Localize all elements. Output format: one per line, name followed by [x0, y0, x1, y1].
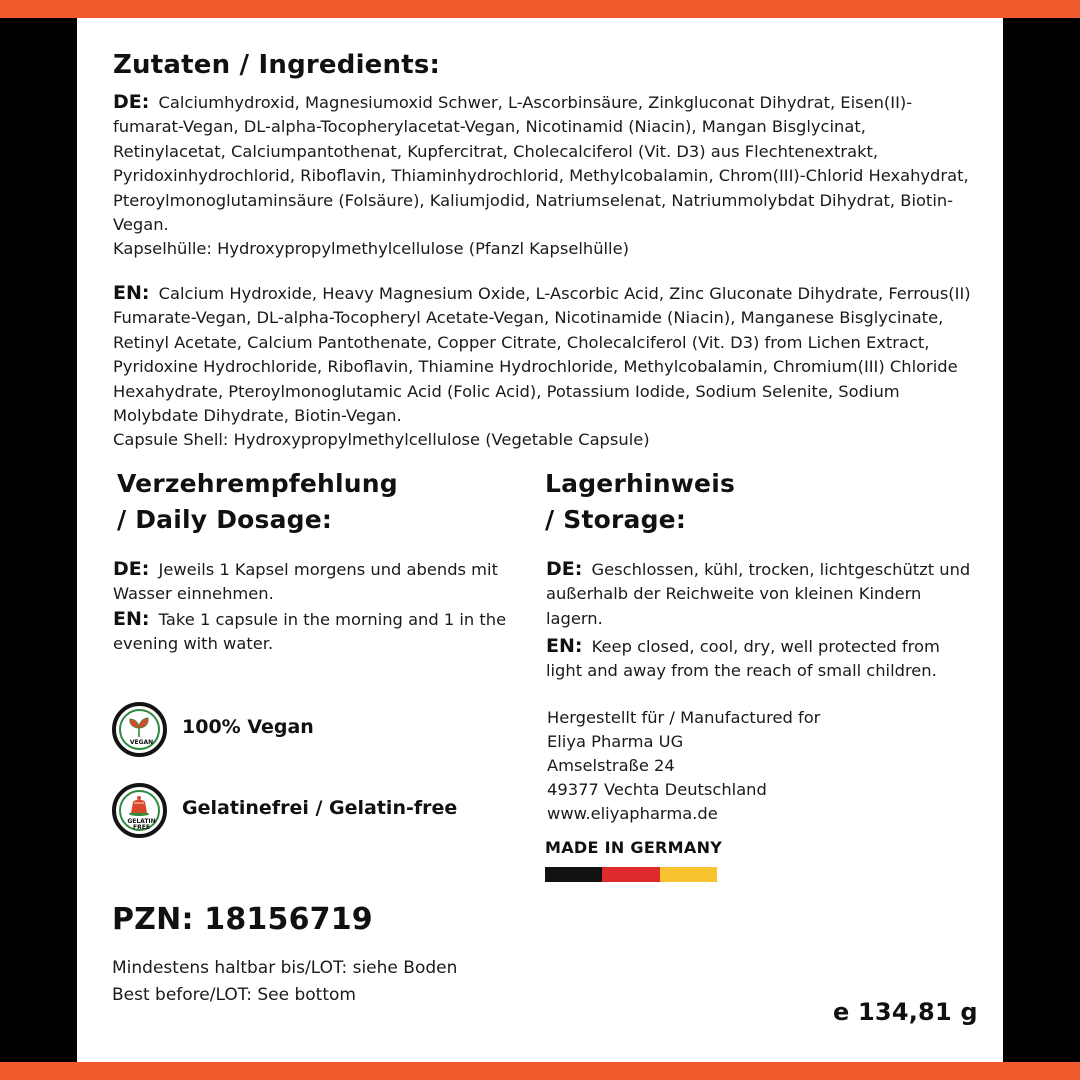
leaf-icon	[121, 715, 157, 739]
manufacturer-block	[547, 706, 967, 826]
storage-title-line1: Lagerhinweis	[545, 469, 736, 498]
de-lang-label: DE:	[113, 91, 150, 113]
dosage-title	[117, 466, 398, 538]
manufacturer-website: www.eliyapharma.de	[547, 804, 718, 823]
gelatin-icon-text-1: GELATIN	[127, 818, 156, 825]
ingredients-title: Zutaten / Ingredients:	[113, 50, 441, 80]
storage-title-line2: / Storage:	[545, 505, 687, 534]
dosage-title-line1: Verzehrempfehlung	[117, 469, 398, 498]
bottom-accent-band	[0, 1062, 1080, 1080]
vegan-label: 100% Vegan	[182, 716, 314, 738]
storage-title	[545, 466, 735, 538]
gelatin-free-badge-ring	[119, 790, 160, 831]
net-weight: e 134,81 g	[833, 998, 978, 1026]
ingredients-en-paragraph	[113, 281, 981, 453]
gelatin-icon-text-2: FREE	[133, 824, 150, 831]
storage-en-paragraph	[546, 634, 971, 684]
dosage-de-text: Jeweils 1 Kapsel morgens und abends mit Wasser einnehmen.	[113, 560, 498, 604]
manufacturer-city: 49377 Vechta Deutschland	[547, 780, 767, 799]
dosage-en-text: Take 1 capsule in the morning and 1 in the evening with water.	[113, 610, 507, 654]
storage-de-paragraph	[546, 557, 971, 631]
de-lang-label: DE:	[113, 558, 150, 580]
ingredients-en-text: Calcium Hydroxide, Heavy Magnesium Oxide, L-Ascorbic Acid, Zinc Gluconate Dihydrate, Ferrous(II) Fumarate-Vegan, DL-alpha-Tocopheryl Acetate-Vegan, Nicotinamide (Niacin), Manganese Bisglycinate, Retinyl Acetate, Calcium Pantothenate, Copper Citrate, Cholecalciferol (Vit. D3) from Lichen Extract, Pyridoxine Hydrochloride, Riboflavin, Thiamine Hydrochloride, Methylcobalamin, Chromium(III) Chloride Hexahydrate, Pteroylmonoglutamic Acid (Folic Acid), Potassium Iodide, Sodium Selenite, Sodium Molybdate Dihydrate, Biotin-Vegan.	[113, 284, 971, 426]
vegan-badge-icon	[112, 702, 167, 757]
best-before-block	[112, 955, 532, 1009]
vegan-icon-text: VEGAN	[129, 739, 154, 746]
storage-de-text: Geschlossen, kühl, trocken, lichtgeschützt und außerhalb der Reichweite von kleinen Kindern lagern.	[546, 560, 971, 628]
jelly-dessert-icon	[121, 794, 157, 818]
ingredients-de-paragraph	[113, 90, 981, 262]
gelatin-free-badge-icon	[112, 783, 167, 838]
made-in-germany-label: MADE IN GERMANY	[545, 838, 723, 857]
flag-black-stripe	[545, 867, 602, 882]
ingredients-de-shell: Kapselhülle: Hydroxypropylmethylcellulose (Pfanzl Kapselhülle)	[113, 239, 629, 259]
vegan-badge-ring	[119, 709, 160, 750]
manufacturer-street: Amselstraße 24	[547, 756, 675, 775]
ingredients-en-shell: Capsule Shell: Hydroxypropylmethylcellulose (Vegetable Capsule)	[113, 430, 650, 450]
flag-gold-stripe	[660, 867, 717, 882]
dosage-en-paragraph	[113, 607, 523, 657]
best-before-de: Mindestens haltbar bis/LOT: siehe Boden	[112, 958, 458, 978]
pzn-code: PZN: 18156719	[112, 902, 373, 937]
gelatin-free-label: Gelatinefrei / Gelatin-free	[182, 797, 458, 819]
left-black-sidebar	[0, 18, 77, 1062]
right-black-sidebar	[1003, 18, 1080, 1062]
top-accent-band	[0, 0, 1080, 18]
dosage-de-paragraph	[113, 557, 513, 607]
german-flag-stripe	[545, 867, 717, 882]
en-lang-label: EN:	[113, 282, 150, 304]
de-lang-label: DE:	[546, 558, 583, 580]
best-before-en: Best before/LOT: See bottom	[112, 985, 356, 1005]
ingredients-de-text: Calciumhydroxid, Magnesiumoxid Schwer, L-Ascorbinsäure, Zinkgluconat Dihydrat, Eisen(II)-fumarat-Vegan, DL-alpha-Tocopherylacetat-Vegan, Nicotinamid (Niacin), Mangan Bisglycinat, Retinylacetat, Calciumpantothenat, Kupfercitrat, Cholecalciferol (Vit. D3) aus Flechtenextrakt, Pyridoxinhydrochlorid, Riboflavin, Thiaminhydrochlorid, Methylcobalamin, Chrom(III)-Chlorid Hexahydrat, Pteroylmonoglutaminsäure (Folsäure), Kaliumjodid, Natriumselenat, Natriummolybdat Dihydrat, Biotin-Vegan.	[113, 93, 969, 235]
en-lang-label: EN:	[546, 635, 583, 657]
en-lang-label: EN:	[113, 608, 150, 630]
storage-en-text: Keep closed, cool, dry, well protected from light and away from the reach of small children.	[546, 637, 940, 681]
manufacturer-company: Eliya Pharma UG	[547, 732, 684, 751]
dosage-title-line2: / Daily Dosage:	[117, 505, 333, 534]
manufacturer-line1: Hergestellt für / Manufactured for	[547, 708, 821, 727]
flag-red-stripe	[602, 867, 659, 882]
